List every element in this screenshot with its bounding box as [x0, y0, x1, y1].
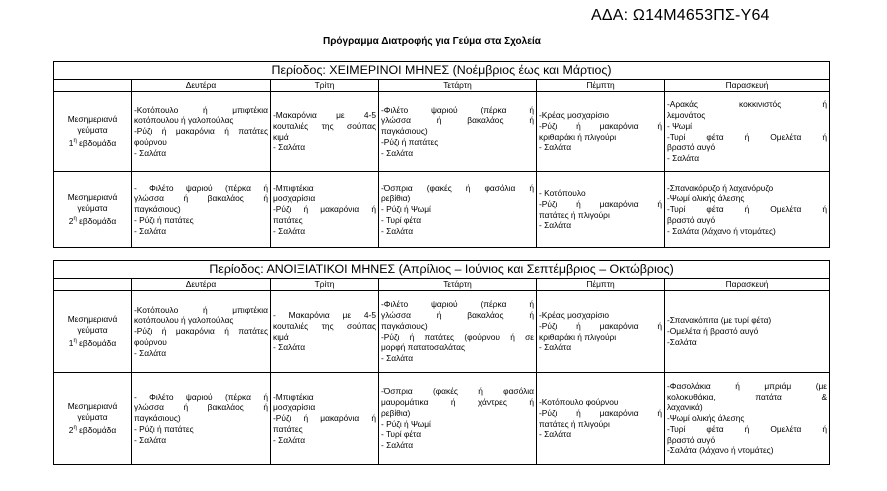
meal-cell-Παρασκευή	[665, 291, 830, 373]
week-label-line: $2^\eta$ εβδομάδα	[68, 215, 117, 226]
meal-line: -Κρέας μοσχαρίσιο	[539, 309, 610, 320]
meal-line: λεμονάτος	[667, 109, 706, 120]
meal-line: πατάτες	[273, 214, 303, 225]
week-label-line: $1^\eta$ εβδομάδα	[68, 337, 117, 348]
meal-line: -Σπανακόρυζο ή λαχανόρυζο	[667, 182, 774, 193]
meal-line: - Σαλάτα	[134, 225, 167, 236]
day-header-row	[54, 80, 830, 92]
meal-line: πατάτες ή πλιγούρι	[539, 209, 610, 220]
week-label-line: Μεσημεριανά	[67, 192, 118, 203]
meal-cell-Πέμπτη	[537, 373, 665, 465]
week-label	[54, 172, 132, 248]
meal-line: -Ρύζι ή μακαρόνια ή	[539, 198, 662, 209]
meal-line: -Αρακάς κοκκινιστός ή	[667, 99, 827, 110]
meal-line: - Ρύζι ή Ψωμί	[381, 204, 431, 215]
meal-line: μορφή πατατοσαλάτας	[381, 342, 466, 353]
meal-line: φούρνου	[134, 336, 167, 347]
meal-line: -Κοτόπουλο ή μπιφτέκια	[134, 104, 268, 115]
meal-line: -Τυρί φέτα ή Ομελέτα ή	[667, 131, 827, 142]
week-row-1	[54, 92, 830, 172]
meal-line: ρεβίθια)	[381, 407, 411, 418]
meal-line: βραστό αυγό	[667, 214, 716, 225]
meal-line: -Ρύζι ή πατάτες	[381, 136, 439, 147]
meal-line: -Κοτόπουλο φούρνου	[539, 396, 619, 407]
meal-line: -Ρύζι ή πατάτες (φούρνου ή σε	[381, 331, 534, 342]
meal-cell-Τετάρτη	[379, 172, 537, 248]
week-label-line: Μεσημεριανά	[67, 401, 118, 412]
week-label-line: $1^\eta$ εβδομάδα	[68, 137, 117, 148]
meal-line: - Σαλάτα	[539, 429, 572, 440]
meal-line: -Ψωμί ολικής άλεσης	[667, 413, 745, 424]
meal-line: - Σαλάτα	[134, 434, 167, 445]
meal-line: παγκάσιους)	[134, 413, 181, 424]
meal-cell-Δευτέρα	[132, 373, 271, 465]
winter-menu-table	[53, 61, 830, 248]
week-label-line: γεύματα	[77, 203, 108, 214]
meal-line: γλώσσα ή βακαλάος ή	[134, 402, 268, 413]
meal-cell-Παρασκευή	[665, 373, 830, 465]
period-title-row	[54, 62, 830, 80]
meal-line: - Σαλάτα	[134, 347, 167, 358]
meal-line: βραστό αυγό	[667, 434, 716, 445]
meal-line: λαχανικά)	[667, 402, 703, 413]
day-header-row	[54, 279, 830, 291]
week-label-line: Μεσημεριανά	[67, 114, 118, 125]
week-row-1	[54, 291, 830, 373]
meal-line: -Ρύζι ή μακαρόνια ή	[539, 120, 662, 131]
meal-line: - Σαλάτα	[134, 147, 167, 158]
meal-line: κοτόπουλου ή γαλοπούλας	[134, 315, 234, 326]
document-title: Πρόγραμμα Διατροφής για Γεύμα στα Σχολεία	[323, 36, 541, 47]
day-header-2: Τρίτη	[271, 279, 379, 291]
week-row-2	[54, 373, 830, 465]
meal-line: - Ρύζι ή Ψωμί	[381, 418, 431, 429]
meal-cell-Τρίτη	[271, 291, 379, 373]
meal-line: κοτόπουλου ή γαλοπούλας	[134, 115, 234, 126]
meal-line: γλώσσα ή βακαλάος ή	[381, 115, 534, 126]
period-title: Περίοδος: ΑΝΟΙΞΙΑΤΙΚΟΙ ΜΗΝΕΣ (Απρίλιος – Ιούνιος και Σεπτέμβριος – Οκτώβριος)	[54, 261, 830, 279]
meal-line: - Φιλέτο ψαριού (πέρκα ή	[134, 182, 268, 193]
ada-document-id: ΑΔΑ: Ω14Μ4653ΠΣ-Υ64	[591, 7, 770, 24]
meal-line: - Φιλέτο ψαριού (πέρκα ή	[134, 391, 268, 402]
meal-line: - Σαλάτα	[273, 434, 306, 445]
meal-line: -Μπιφτέκια	[273, 391, 314, 402]
meal-line: - Σαλάτα	[273, 142, 306, 153]
meal-line: μαυρομάτικα ή χάντρες ή	[381, 396, 534, 407]
meal-cell-Δευτέρα	[132, 291, 271, 373]
meal-line: -Μπιφτέκια	[273, 182, 314, 193]
meal-line: φούρνου	[134, 136, 167, 147]
meal-line: -Τυρί φέτα ή Ομελέτα ή	[667, 423, 828, 434]
day-header-3: Τετάρτη	[379, 279, 537, 291]
meal-line: -Φιλέτο ψαριού (πέρκα ή	[381, 104, 534, 115]
meal-line: πατάτες ή πλιγούρι	[539, 418, 610, 429]
day-header-2: Τρίτη	[271, 80, 379, 92]
meal-cell-Πέμπτη	[537, 172, 665, 248]
week-label	[54, 92, 132, 172]
week-label-line: Μεσημεριανά	[67, 314, 118, 325]
meal-line: - Σαλάτα	[539, 142, 572, 153]
day-header-5: Παρασκευή	[665, 279, 830, 291]
meal-line: - Σαλάτα	[667, 153, 700, 164]
meal-line: -Μακαρόνια με 4-5	[273, 109, 376, 120]
meal-line: -Ρύζι ή μακαρόνια ή	[273, 413, 376, 424]
meal-line: -Ρύζι ή μακαρόνια ή	[539, 320, 662, 331]
meal-line: - Σαλάτα	[381, 353, 414, 364]
meal-line: παγκάσιους)	[134, 204, 181, 215]
meal-line: -Ρύζι ή μακαρόνια ή	[273, 204, 376, 215]
meal-line: - Σαλάτα	[539, 220, 572, 231]
meal-line: -Σαλάτα	[667, 336, 697, 347]
meal-cell-Πέμπτη	[537, 92, 665, 172]
meal-line: κριθαράκι ή πλιγούρι	[539, 131, 617, 142]
meal-line: κουταλιές της σούπας	[273, 320, 376, 331]
meal-line: μοσχαρίσια	[273, 402, 316, 413]
meal-line: κριθαράκι ή πλιγούρι	[539, 331, 617, 342]
meal-cell-Τετάρτη	[379, 92, 537, 172]
meal-line: -Όσπρια (φακές ή φασόλια	[381, 386, 534, 397]
week-label-line: γεύματα	[77, 325, 108, 336]
meal-line: - Σαλάτα (λάχανο ή ντομάτες)	[667, 225, 776, 236]
meal-line: -Σαλάτα (λάχανο ή ντομάτες)	[667, 445, 774, 456]
meal-line: -Ομελέτα ή βραστό αυγό	[667, 326, 759, 337]
meal-line: -Σπανακόπιτα (με τυρί φέτα)	[667, 315, 772, 326]
spring-menu-table	[53, 260, 830, 465]
meal-cell-Τρίτη	[271, 172, 379, 248]
meal-line: μοσχαρίσια	[273, 193, 316, 204]
meal-line: κιμά	[273, 331, 289, 342]
meal-line: - Τυρί φέτα	[381, 429, 422, 440]
week-label	[54, 291, 132, 373]
meal-line: - Ρύζι ή πατάτες	[134, 214, 194, 225]
day-header-1: Δευτέρα	[132, 279, 271, 291]
meal-line: - Σαλάτα	[381, 147, 414, 158]
meal-cell-Τρίτη	[271, 373, 379, 465]
meal-line: -Ψωμί ολικής άλεσης	[667, 193, 745, 204]
meal-line: κολοκυθάκια, πατάτα &	[667, 391, 828, 402]
meal-line: -Κοτόπουλο ή μπιφτέκια	[134, 304, 268, 315]
day-header-1: Δευτέρα	[132, 80, 271, 92]
meal-line: - Κοτόπουλο	[539, 187, 586, 198]
meal-cell-Δευτέρα	[132, 92, 271, 172]
week-label-line: γεύματα	[77, 412, 108, 423]
week-label-line: $2^\eta$ εβδομάδα	[68, 424, 117, 435]
meal-cell-Πέμπτη	[537, 291, 665, 373]
meal-line: - Σαλάτα	[381, 440, 414, 451]
meal-line: παγκάσιους)	[381, 320, 428, 331]
meal-line: -Κρέας μοσχαρίσιο	[539, 109, 610, 120]
meal-line: - Σαλάτα	[273, 225, 306, 236]
meal-cell-Τετάρτη	[379, 291, 537, 373]
meal-line: -Ρύζι ή μακαρόνια ή πατάτες	[134, 326, 268, 337]
meal-line: -Φασολάκια ή μπριάμ (με	[667, 380, 828, 391]
meal-line: κιμά	[273, 131, 289, 142]
meal-line: γλώσσα ή βακαλάος ή	[134, 193, 268, 204]
meal-line: -Ρύζι ή μακαρόνια ή	[539, 407, 662, 418]
meal-line: - Τυρί φέτα	[381, 214, 422, 225]
meal-cell-Παρασκευή	[665, 172, 830, 248]
meal-line: -Ρύζι ή μακαρόνια ή πατάτες	[134, 126, 268, 137]
corner-cell	[54, 279, 132, 291]
meal-line: ρεβίθια)	[381, 193, 411, 204]
period-title-row	[54, 261, 830, 279]
period-title: Περίοδος: ΧΕΙΜΕΡΙΝΟΙ ΜΗΝΕΣ (Νοέμβριος έως και Μάρτιος)	[54, 62, 830, 80]
week-label-line: γεύματα	[77, 125, 108, 136]
meal-line: πατάτες	[273, 423, 303, 434]
meal-line: - Ψωμί	[667, 120, 693, 131]
meal-line: - Σαλάτα	[381, 225, 414, 236]
meal-line: - Σαλάτα	[539, 342, 572, 353]
meal-cell-Τετάρτη	[379, 373, 537, 465]
meal-line: κουταλιές της σούπας	[273, 120, 376, 131]
meal-line: -Όσπρια (φακές ή φασόλια ή	[381, 182, 534, 193]
meal-line: - Σαλάτα	[273, 342, 306, 353]
meal-line: γλώσσα ή βακαλάος ή	[381, 309, 534, 320]
day-header-4: Πέμπτη	[537, 80, 665, 92]
meal-line: -Φιλέτο ψαριού (πέρκα ή	[381, 299, 534, 310]
meal-line: βραστό αυγό	[667, 142, 716, 153]
meal-line: - Μακαρόνια με 4-5	[273, 309, 376, 320]
meal-cell-Παρασκευή	[665, 92, 830, 172]
day-header-3: Τετάρτη	[379, 80, 537, 92]
corner-cell	[54, 80, 132, 92]
week-row-2	[54, 172, 830, 248]
meal-line: -Τυρί φέτα ή Ομελέτα ή	[667, 204, 827, 215]
week-label	[54, 373, 132, 465]
meal-cell-Δευτέρα	[132, 172, 271, 248]
meal-line: - Ρύζι ή πατάτες	[134, 423, 194, 434]
meal-cell-Τρίτη	[271, 92, 379, 172]
day-header-4: Πέμπτη	[537, 279, 665, 291]
day-header-5: Παρασκευή	[665, 80, 830, 92]
meal-line: παγκάσιους)	[381, 126, 428, 137]
